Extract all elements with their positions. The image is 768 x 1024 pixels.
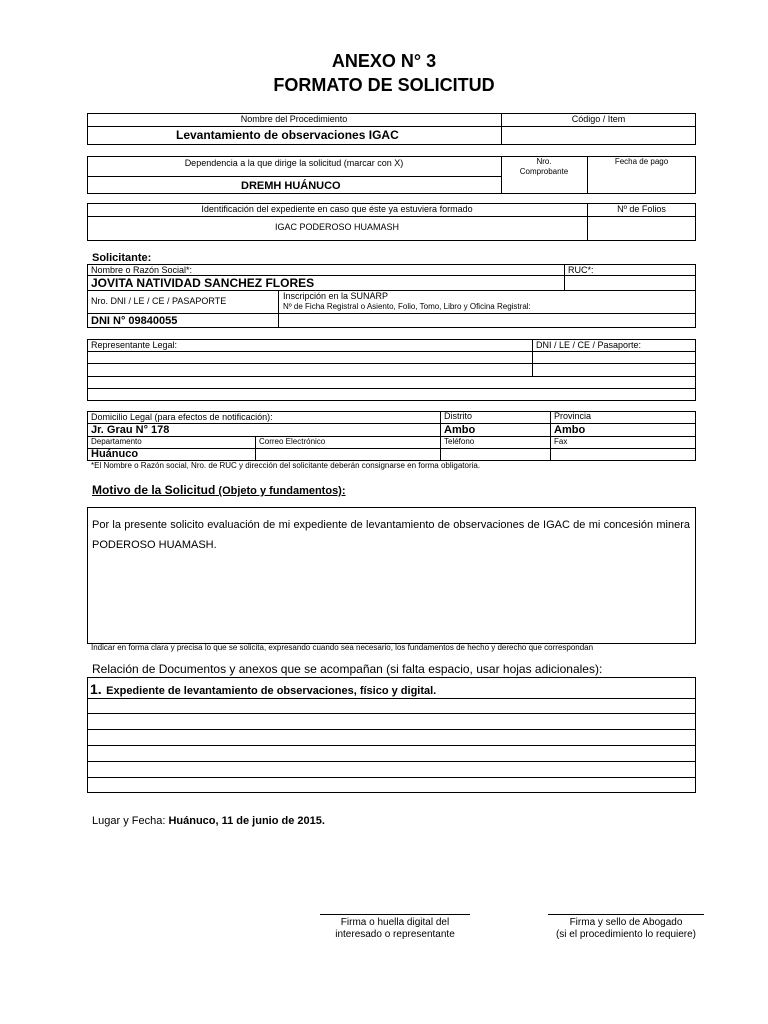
sunarp-label: Inscripción en la SUNARP [283,291,389,301]
nro-label: Nro. [536,157,552,166]
provincia-field[interactable]: Ambo [554,424,586,436]
documento-item-1[interactable]: 1. Expediente de levantamiento de observaciones, físico y digital. [90,681,437,697]
representante-label: Representante Legal: [91,340,178,350]
obligatorio-footnote: *El Nombre o Razón social, Nro. de RUC y dirección del solicitante deberán consignarse en forma obligatoria. [91,461,481,470]
razon-social-label: Nombre o Razón Social*: [91,265,193,275]
motivo-note: Indicar en forma clara y precisa lo que se solicita, expresando cuando sea necesario, los fundamentos de hecho y derecho que correspondan [91,643,594,652]
firma-abogado-line [548,914,704,915]
solicitante-heading: Solicitante: [92,252,152,264]
representante-doc-label: DNI / LE / CE / Pasaporte: [536,340,642,350]
ruc-label: RUC*: [568,265,594,275]
procedure-name-label: Nombre del Procedimiento [240,114,348,124]
documentos-heading: Relación de Documentos y anexos que se acompañan (si falta espacio, usar hojas adicionales): [92,662,603,676]
procedure-name-field[interactable]: Levantamiento de observaciones IGAC [176,128,399,142]
motivo-text[interactable]: Por la presente solicito evaluación de mi expediente de levantamiento de observaciones de IGAC de mi concesión minera PODEROSO HUAMASH. [92,519,690,551]
fax-label: Fax [554,437,568,446]
lugar-fecha: Lugar y Fecha: Huánuco, 11 de junio de 2015. [92,815,325,827]
firma-interesado-label-1: Firma o huella digital del [340,917,450,928]
domicilio-label: Domicilio Legal (para efectos de notificación): [91,412,273,422]
address-field[interactable]: Jr. Grau N° 178 [91,424,170,436]
distrito-field[interactable]: Ambo [444,424,476,436]
dependency-label: Dependencia a la que dirige la solicitud (marcar con X) [184,158,404,168]
document-title: ANEXO N° 3 [331,51,437,71]
firma-interesado-line [320,914,470,915]
distrito-label: Distrito [444,411,473,421]
comprobante-label: Comprobante [519,167,569,176]
procedure-code-label: Código / Item [571,114,626,124]
dni-field[interactable]: DNI N° 09840055 [91,315,178,327]
document-subtitle: FORMATO DE SOLICITUD [273,75,495,95]
expediente-label: Identificación del expediente en caso que éste ya estuviera formado [201,204,473,214]
firma-abogado-label-1: Firma y sello de Abogado [569,917,683,928]
provincia-label: Provincia [554,411,592,421]
firma-abogado-label-2: (si el procedimiento lo requiere) [555,929,697,940]
razon-social-field[interactable]: JOVITA NATIVIDAD SANCHEZ FLORES [91,276,315,290]
firma-interesado-label-2: interesado o representante [335,929,455,940]
motivo-heading: Motivo de la Solicitud (Objeto y fundamentos): [92,483,346,497]
dependency-field[interactable]: DREMH HUÁNUCO [241,180,341,192]
lugar-fecha-field[interactable]: Huánuco, 11 de junio de 2015. [168,815,325,827]
ficha-registral-label: Nº de Ficha Registral o Asiento, Folio, Tomo, Libro y Oficina Registral: [283,302,531,311]
telefono-label: Teléfono [444,437,475,446]
correo-label: Correo Electrónico [259,437,326,446]
doc-type-label: Nro. DNI / LE / CE / PASAPORTE [91,296,227,306]
departamento-field[interactable]: Huánuco [91,448,139,460]
folios-label: Nº de Folios [617,204,666,214]
expediente-field[interactable]: IGAC PODEROSO HUAMASH [274,222,400,232]
departamento-label: Departamento [91,437,142,446]
fecha-pago-label: Fecha de pago [614,157,669,166]
